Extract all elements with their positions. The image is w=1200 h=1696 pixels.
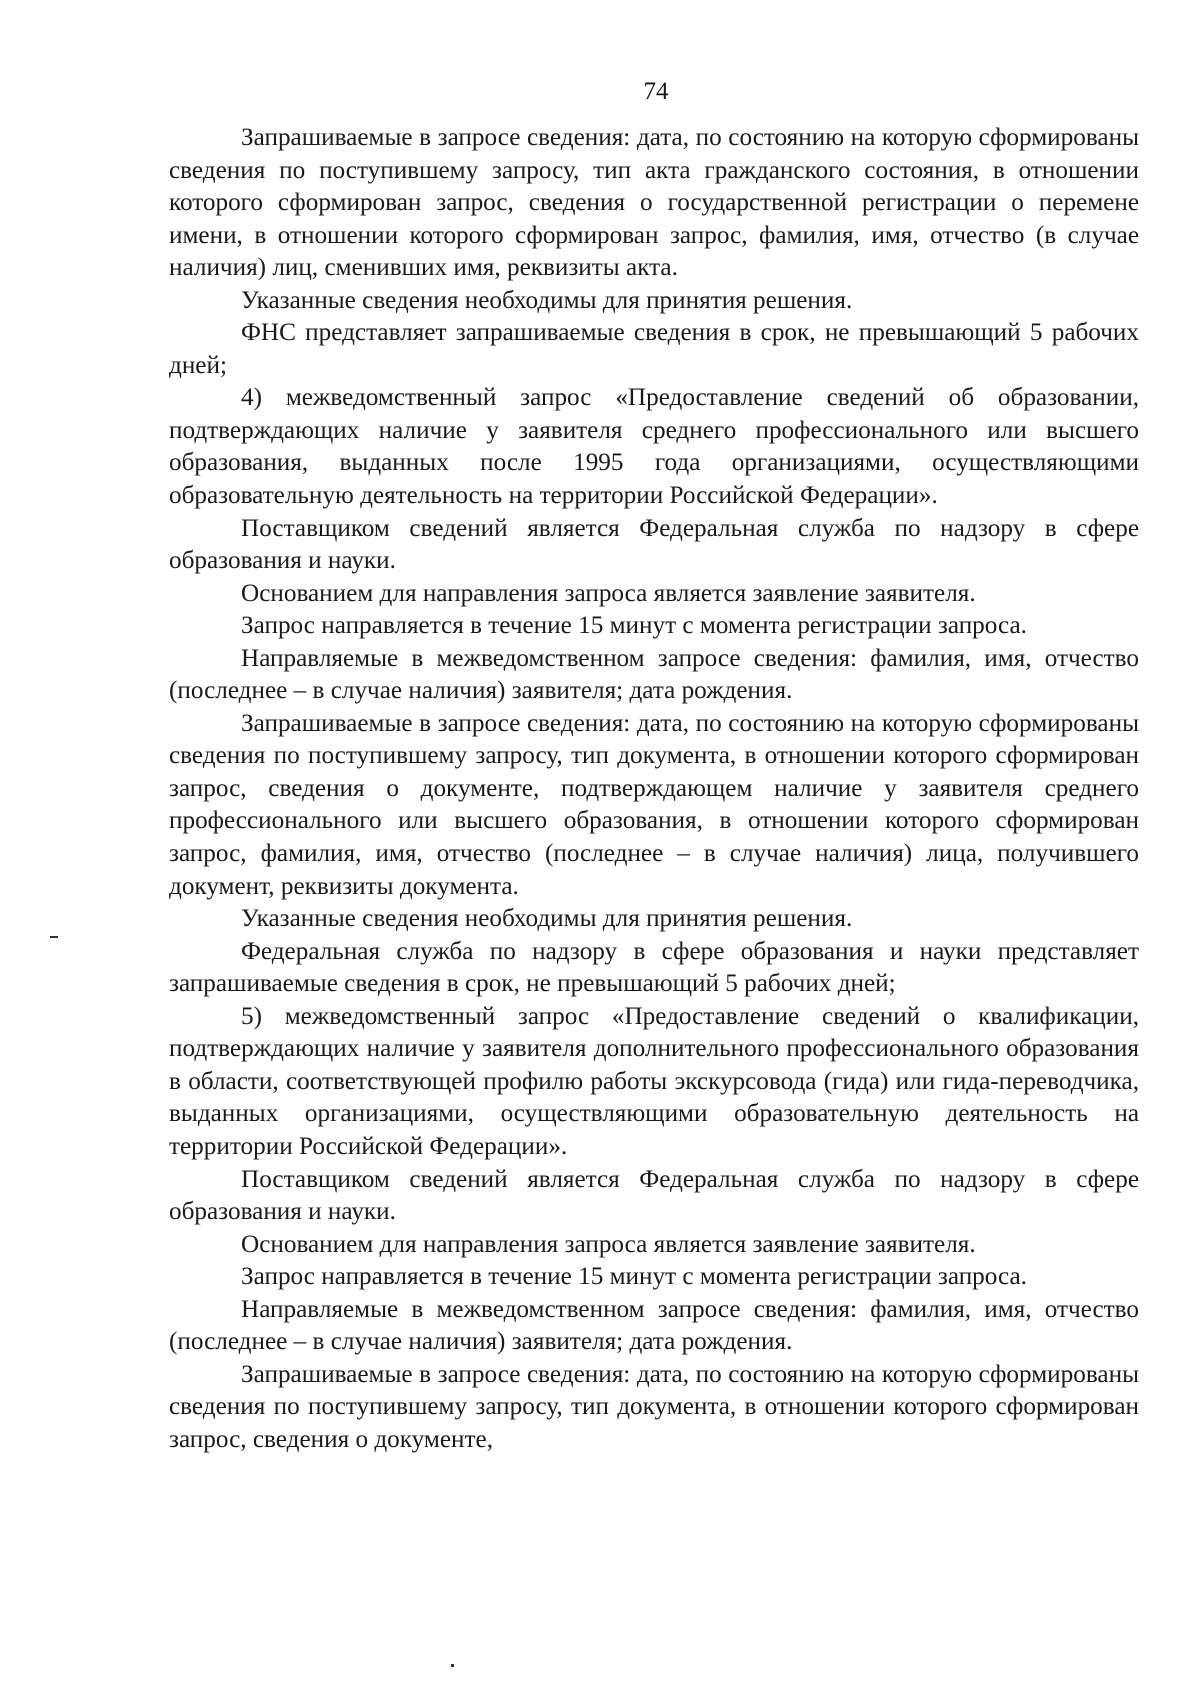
document-body: [169, 122, 1139, 1456]
paragraph-fns-deadline: ФНС представляет запрашиваемые сведения в срок, не превышающий 5 рабочих дней;: [169, 319, 1139, 379]
paragraph-request-4-education: 4) межведомственный запрос «Предоставление сведений об образовании, подтверждающих наличие у заявителя среднего профессионального или высшего образования, выданных после 1995 года организациями, осуществляющими образовательную деятельность на территории Российской Федерации».: [169, 384, 1139, 510]
paragraph-provider: Поставщиком сведений является Федеральная служба по надзору в сфере образования и науки.: [169, 514, 1139, 575]
paragraph-info-needed: Указанные сведения необходимы для принятия решения.: [241, 286, 853, 314]
paragraph-basis: Основанием для направления запроса является заявление заявителя.: [241, 579, 976, 607]
scan-speck-left: [50, 936, 58, 938]
paragraph-info-needed-2: Указанные сведения необходимы для принятия решения.: [241, 905, 853, 933]
paragraph-sent-info-2: Направляемые в межведомственном запросе сведения: фамилия, имя, отчество (последнее – в случае наличия) заявителя; дата рождения.: [169, 1295, 1139, 1356]
paragraph-requested-info-name-change: Запрашиваемые в запросе сведения: дата, по состоянию на которую сформированы сведения по поступившему запросу, тип акта гражданского состояния, в отношении которого сформирован запрос, сведения о государственной регистрации о перемене имени, в отношении которого сформирован запрос, фамилия, имя, отчество (в случае наличия) лиц, сменивших имя, реквизиты акта.: [169, 124, 1139, 282]
page-number: 74: [643, 78, 669, 105]
paragraph-rosobrnadzor-deadline: Федеральная служба по надзору в сфере образования и науки представляет запрашиваемые сведения в срок, не превышающий 5 рабочих дней;: [169, 937, 1139, 998]
paragraph-requested-info-education: Запрашиваемые в запросе сведения: дата, по состоянию на которую сформированы сведения по поступившему запросу, тип документа, в отношении которого сформирован запрос, сведения о документе, подтверждающем наличие у заявителя среднего профессионального или высшего образования, в отношении которого сформирован запрос, фамилия, имя, отчество (последнее – в случае наличия) лица, получившего документ, реквизиты документа.: [169, 709, 1139, 900]
paragraph-requested-info-qualification: Запрашиваемые в запросе сведения: дата, по состоянию на которую сформированы сведения по поступившему запросу, тип документа, в отношении которого сформирован запрос, сведения о документе,: [169, 1360, 1139, 1453]
scan-speck-bottom: [451, 1664, 454, 1667]
paragraph-request-timing: Запрос направляется в течение 15 минут с момента регистрации запроса.: [241, 612, 1027, 640]
paragraph-request-5-qualification: 5) межведомственный запрос «Предоставление сведений о квалификации, подтверждающих наличие у заявителя дополнительного профессионального образования в области, соответствующей профилю работы экскурсовода (гида) или гида-переводчика, выданных организациями, осуществляющими образовательную деятельность на территории Российской Федерации».: [169, 1002, 1139, 1160]
paragraph-basis-2: Основанием для направления запроса является заявление заявителя.: [241, 1230, 976, 1258]
paragraph-provider-2: Поставщиком сведений является Федеральная служба по надзору в сфере образования и науки.: [169, 1165, 1139, 1226]
paragraph-request-timing-2: Запрос направляется в течение 15 минут с момента регистрации запроса.: [241, 1263, 1027, 1291]
paragraph-sent-info: Направляемые в межведомственном запросе сведения: фамилия, имя, отчество (последнее – в случае наличия) заявителя; дата рождения.: [169, 644, 1139, 705]
